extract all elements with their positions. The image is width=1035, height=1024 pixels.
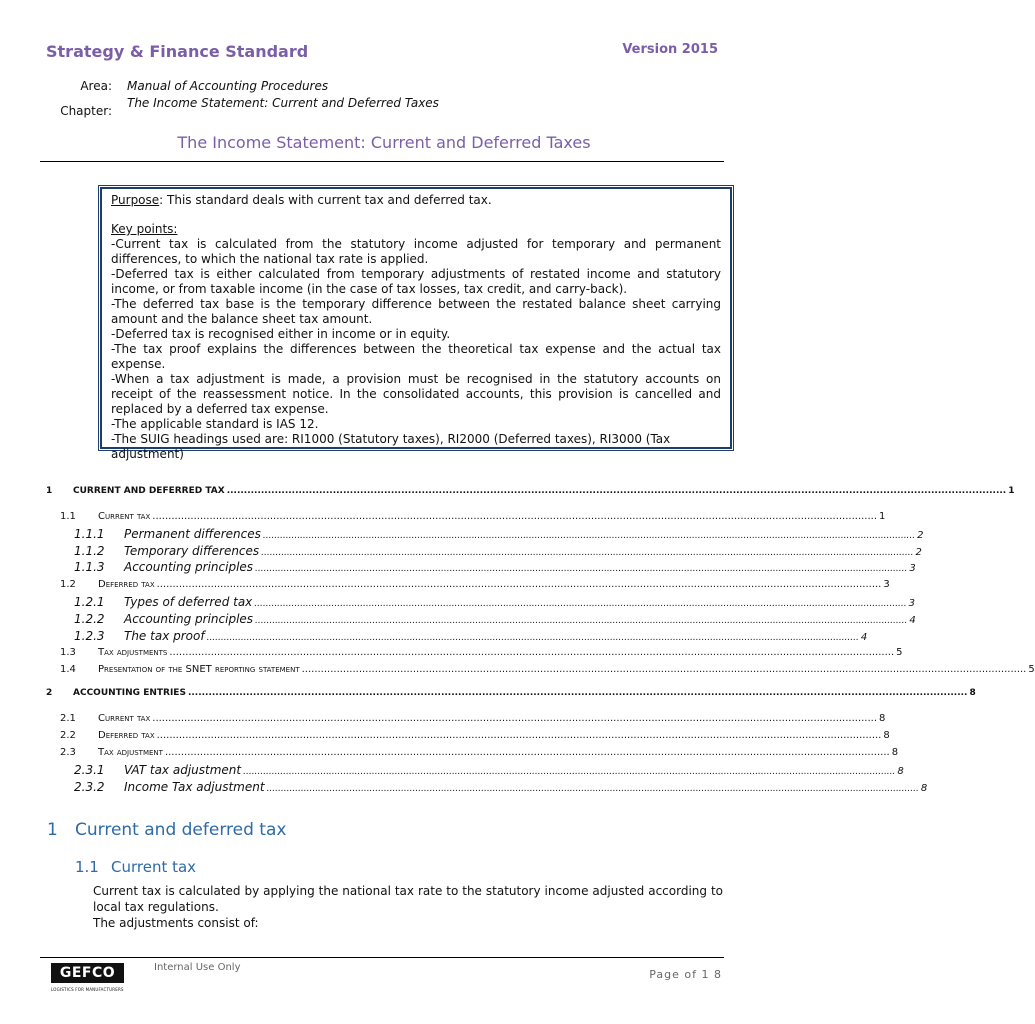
toc-leader: .................................................................................................................................................................................................................................... [156, 730, 882, 741]
key-point: -The SUIG headings used are: RI1000 (Statutory taxes), RI2000 (Deferred taxes), RI3000 (Tax adjustment) [111, 432, 671, 461]
toc-text: Accounting principles [124, 560, 254, 574]
toc-entry-1-2-3[interactable] [0, 629, 868, 645]
toc-leader: .................................................................................................................................................................................................................................... [206, 633, 859, 643]
toc-number: 2 [46, 688, 53, 698]
toc-text: Current tax [98, 511, 151, 522]
toc-page: 8 [897, 766, 904, 777]
toc-leader: .................................................................................................................................................................................................................................... [152, 511, 878, 522]
key-point: -The tax proof explains the differences between the theoretical tax expense and the actual tax expense. [111, 342, 721, 371]
toc-leader: .................................................................................................................................................................................................................................... [254, 599, 907, 609]
toc-leader: .................................................................................................................................................................................................................................... [255, 616, 908, 626]
toc-leader: .................................................................................................................................................................................................................................... [243, 767, 896, 777]
toc-page: 2 [917, 530, 924, 541]
toc-number: 1.1.1 [74, 527, 105, 541]
toc-number: 2.1 [60, 713, 76, 724]
toc-number: 1.2 [60, 579, 76, 590]
toc-number: 1.2.2 [74, 612, 105, 626]
toc-page: 4 [909, 615, 916, 626]
toc-leader: .................................................................................................................................................................................................................................... [156, 579, 882, 590]
toc-page: 5 [896, 647, 903, 658]
toc-leader: .................................................................................................................................................................................................................................... [152, 713, 878, 724]
toc-number: 1 [46, 486, 53, 496]
area-label: Area: [80, 79, 112, 93]
toc-text: Deferred tax [98, 730, 155, 741]
toc-text: CURRENT AND DEFERRED TAX [73, 486, 225, 496]
toc-entry-1-1-3[interactable] [0, 560, 916, 576]
key-point: -Deferred tax is recognised either in income or in equity. [111, 327, 451, 341]
toc-leader: .................................................................................................................................................................................................................................... [169, 647, 895, 658]
purpose-label: Purpose [111, 193, 160, 207]
header-divider [40, 161, 724, 162]
purpose-text: : This standard deals with current tax and deferred tax. [159, 193, 492, 207]
toc-number: 1.1.3 [74, 560, 105, 574]
toc-leader: .................................................................................................................................................................................................................................... [266, 784, 919, 794]
toc-entry-2-1[interactable] [0, 713, 886, 729]
toc-entry-1-1[interactable] [0, 511, 886, 527]
toc-entry-1-1-1[interactable] [0, 527, 924, 543]
toc-entry-1-2-2[interactable] [0, 612, 916, 628]
toc-number: 2.3.1 [74, 763, 105, 777]
toc-leader: .................................................................................................................................................................................................................................... [164, 747, 890, 758]
section-title: Current and deferred tax [75, 820, 287, 840]
toc-number: 2.3 [60, 747, 76, 758]
subsection-title: Current tax [111, 858, 197, 876]
toc-page: 8 [879, 713, 886, 724]
subsection-number: 1.1 [75, 858, 99, 876]
toc-entry-2-3[interactable] [0, 747, 899, 763]
toc-leader: .................................................................................................................................................................................................................................... [261, 548, 914, 558]
subsection-heading [75, 858, 196, 876]
toc-leader: .................................................................................................................................................................................................................................... [255, 564, 908, 574]
toc-number: 1.1 [60, 511, 76, 522]
toc-entry-1[interactable] [0, 486, 1015, 502]
toc-page: 1 [1008, 486, 1015, 496]
toc-leader: .................................................................................................................................................................................................................................... [187, 688, 968, 698]
toc-text: Accounting principles [124, 612, 254, 626]
toc-page: 3 [909, 563, 916, 574]
toc-entry-1-1-2[interactable] [0, 544, 922, 560]
toc-entry-2-3-1[interactable] [0, 763, 904, 779]
chapter-value: The Income Statement: Current and Deferred Taxes [127, 96, 439, 110]
toc-text: Presentation of the SNET reporting statement [98, 664, 300, 675]
toc-text: Types of deferred tax [124, 595, 253, 609]
toc-entry-2-3-2[interactable] [0, 780, 928, 796]
toc-page: 5 [1028, 664, 1035, 675]
toc-text: Tax adjustment [98, 747, 163, 758]
purpose-box [98, 185, 734, 461]
toc-number: 1.3 [60, 647, 76, 658]
toc-page: 4 [860, 632, 868, 643]
classification-label: Internal Use Only [154, 962, 241, 973]
body-paragraph: Current tax is calculated by applying the national tax rate to the statutory income adjusted according to local tax regulations. [93, 884, 723, 914]
toc-text: The tax proof [124, 629, 205, 643]
toc-leader: .................................................................................................................................................................................................................................... [226, 486, 1007, 496]
toc-page: 3 [908, 598, 915, 609]
toc-page: 1 [879, 511, 886, 522]
section-number: 1 [47, 820, 58, 840]
toc-text: Temporary differences [124, 544, 260, 558]
document-version: Version 2015 [622, 42, 718, 57]
page-number: Page of 1 8 [649, 968, 722, 981]
toc-entry-2[interactable] [0, 688, 976, 704]
toc-text: Deferred tax [98, 579, 155, 590]
toc-text: VAT tax adjustment [124, 763, 242, 777]
page-title: The Income Statement: Current and Deferred Taxes [177, 133, 591, 152]
company-logo: GEFCO [51, 963, 124, 983]
key-point: -The deferred tax base is the temporary difference between the restated balance sheet carrying amount and the balance sheet tax amount. [111, 297, 721, 326]
key-point: -Current tax is calculated from the statutory income adjusted for temporary and permanent differences, to which the national tax rate is applied. [111, 237, 721, 266]
toc-text: Tax adjustments [98, 647, 168, 658]
toc-page: 8 [883, 730, 890, 741]
document-header-title: Strategy & Finance Standard [46, 42, 309, 61]
toc-number: 1.1.2 [74, 544, 105, 558]
toc-number: 1.2.3 [74, 629, 105, 643]
toc-number: 1.4 [60, 664, 76, 675]
toc-number: 1.2.1 [74, 595, 105, 609]
toc-entry-2-2[interactable] [0, 730, 890, 746]
key-points-label: Key points: [111, 222, 178, 236]
logo-tagline: LOGISTICS FOR MANUFACTURERS [51, 987, 124, 992]
toc-leader: .................................................................................................................................................................................................................................... [301, 664, 1027, 675]
toc-entry-1-2[interactable] [0, 579, 890, 595]
chapter-label: Chapter: [60, 104, 112, 118]
section-heading [47, 820, 286, 840]
toc-number: 2.3.2 [74, 780, 105, 794]
toc-text: Current tax [98, 713, 151, 724]
toc-leader: .................................................................................................................................................................................................................................... [262, 531, 916, 541]
toc-page: 8 [969, 688, 976, 698]
toc-entry-1-2-1[interactable] [0, 595, 915, 611]
footer-divider [40, 957, 724, 958]
body-paragraph: The adjustments consist of: [93, 916, 259, 930]
toc-text: ACCOUNTING ENTRIES [73, 688, 186, 698]
toc-entry-1-4[interactable] [0, 664, 1035, 680]
toc-text: Permanent differences [124, 527, 261, 541]
toc-number: 2.2 [60, 730, 76, 741]
toc-entry-1-3[interactable] [0, 647, 903, 663]
toc-page: 2 [915, 547, 922, 558]
area-value: Manual of Accounting Procedures [127, 79, 329, 93]
key-point: -Deferred tax is either calculated from temporary adjustments of restated income and statutory income, or from taxable income (in the case of tax losses, tax credit, and carry-back). [111, 267, 721, 296]
key-point: -When a tax adjustment is made, a provision must be recognised in the statutory accounts on receipt of the reassessment notice. In the consolidated accounts, this provision is cancelled and replaced by a deferred tax expense. [111, 372, 721, 416]
key-point: -The applicable standard is IAS 12. [111, 417, 319, 431]
toc-page: 8 [920, 783, 928, 794]
toc-page: 8 [891, 747, 899, 758]
toc-text: Income Tax adjustment [124, 780, 265, 794]
toc-page: 3 [883, 579, 890, 590]
purpose-line [111, 193, 721, 208]
